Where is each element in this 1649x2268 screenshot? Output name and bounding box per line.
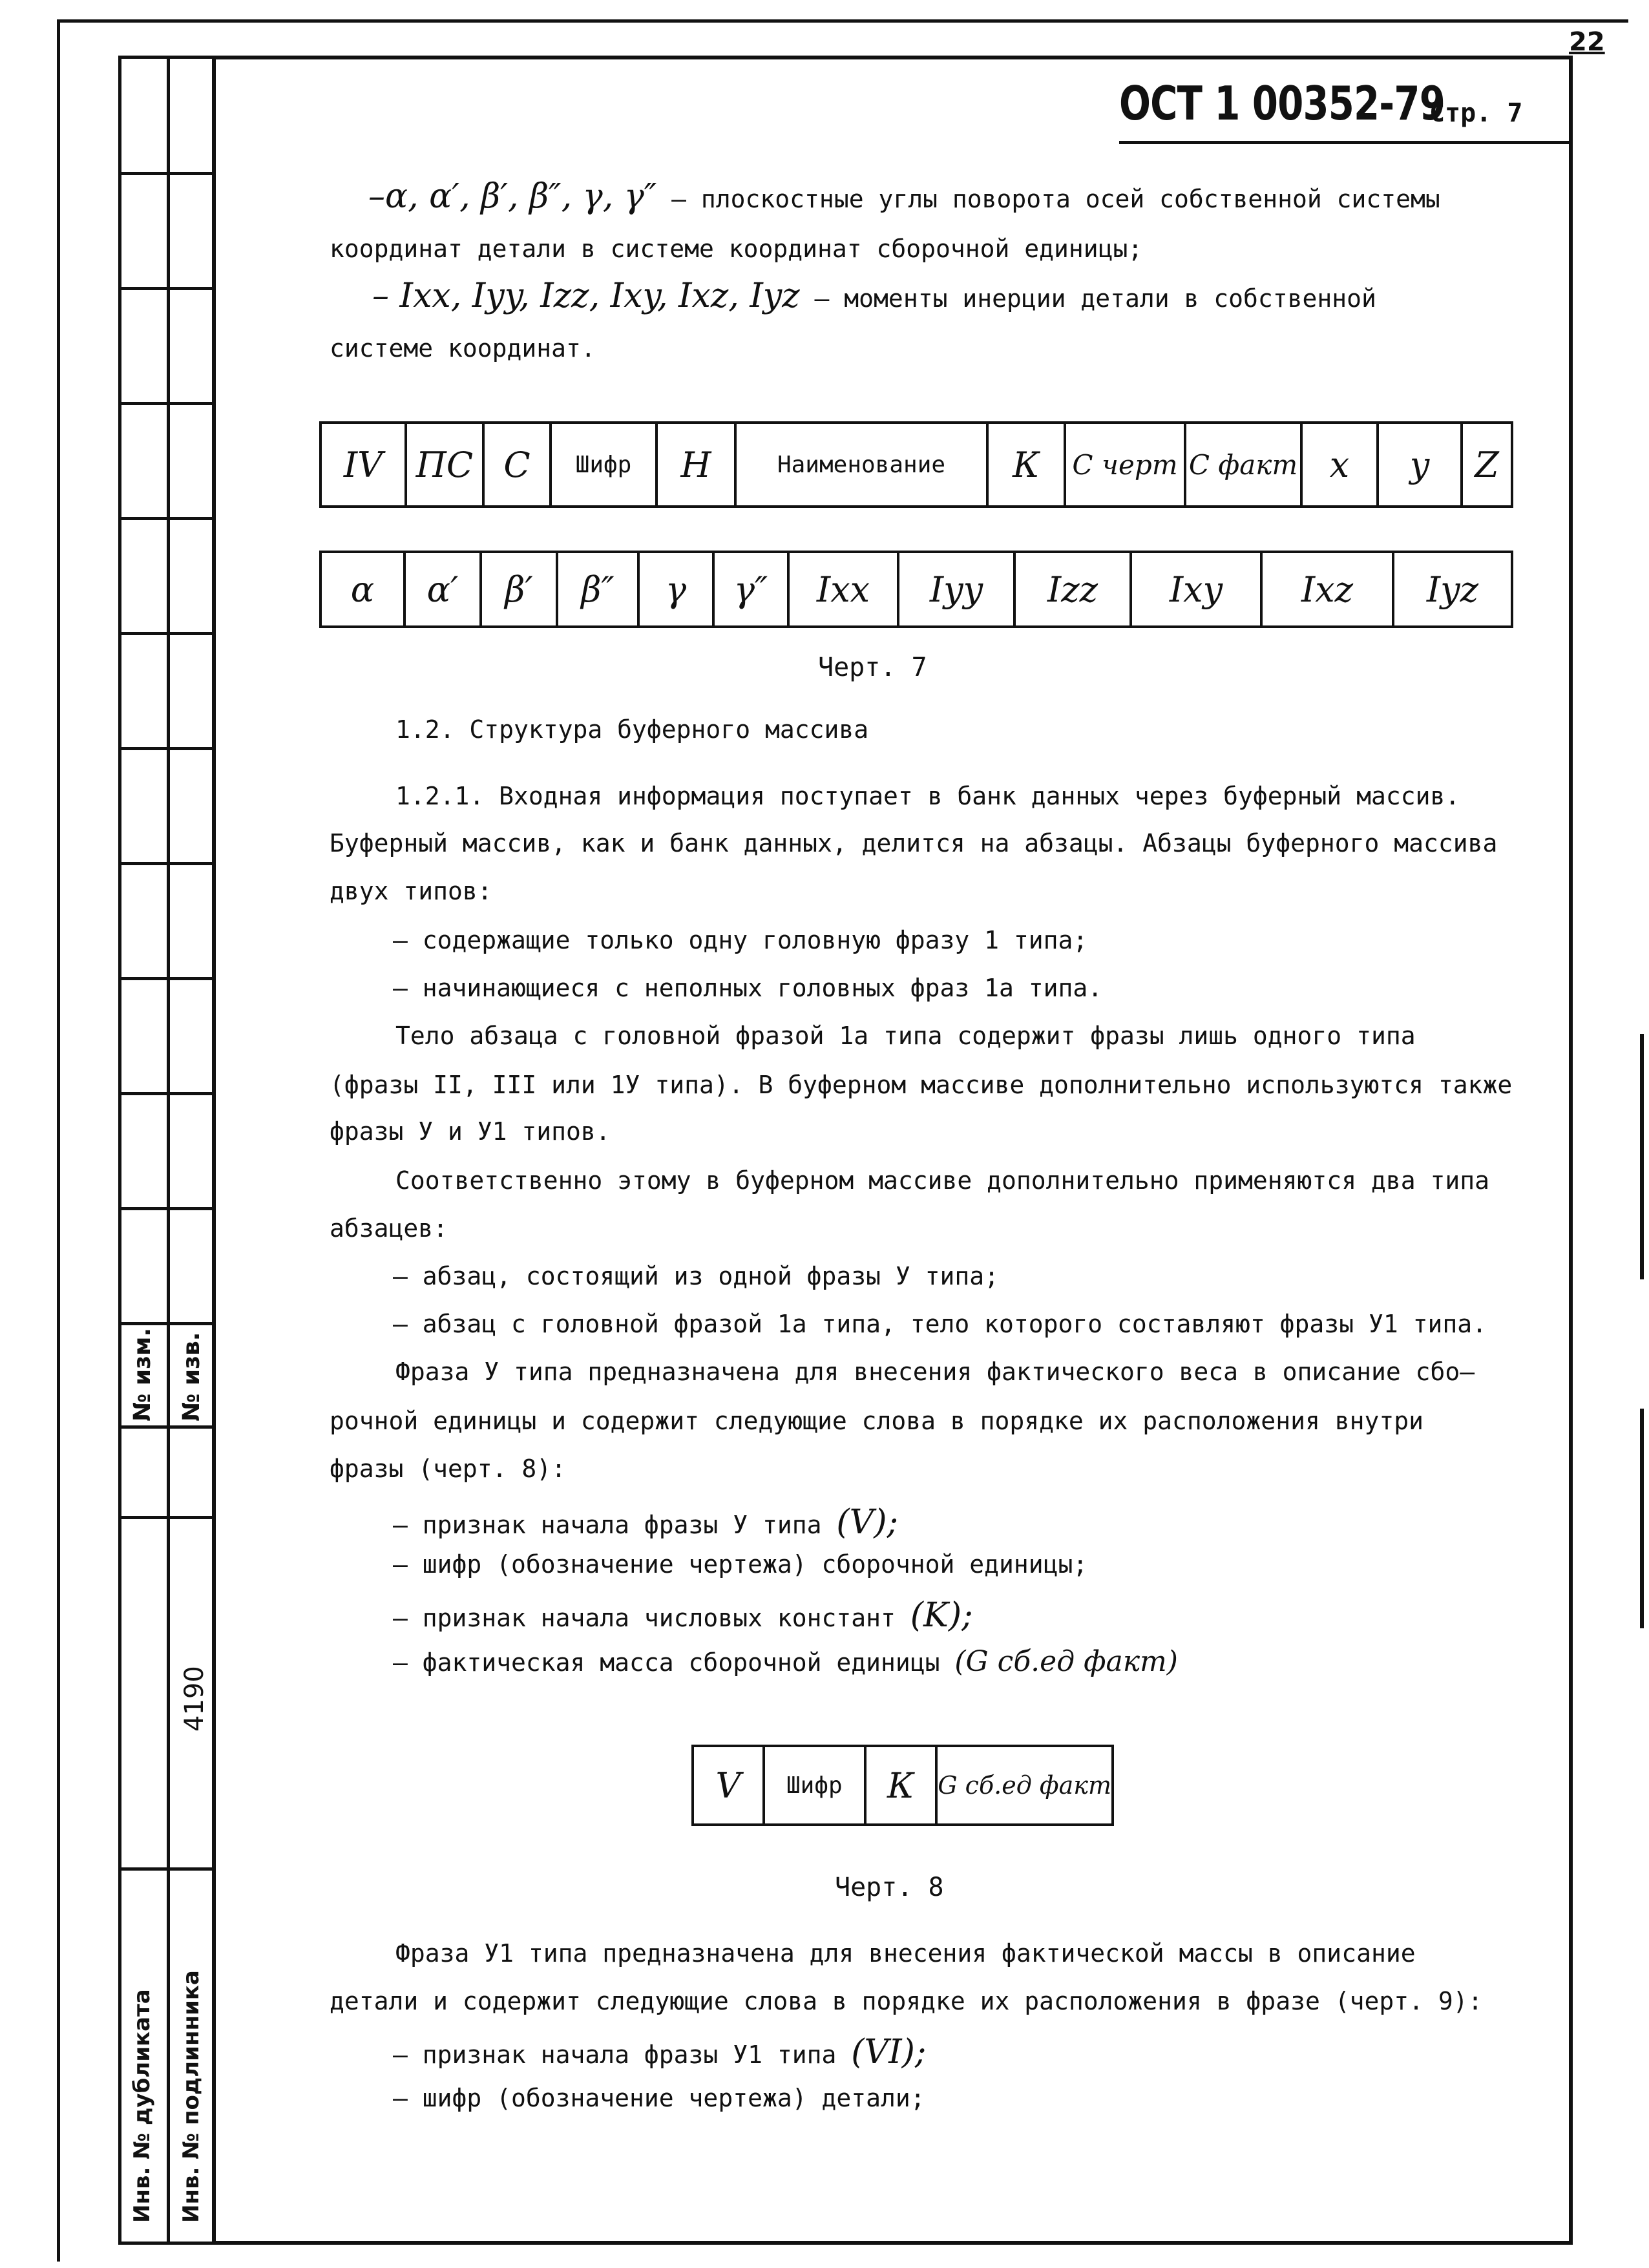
stamp-rule <box>118 1207 216 1210</box>
list8-item-sym: (G сб.ед факт) <box>954 1645 1178 1678</box>
moments-line-2: системе координат. <box>330 334 596 362</box>
t3-cell: G сб.ед факт <box>936 1746 1113 1825</box>
t1-cell: y <box>1378 423 1462 507</box>
t1-cell: ПС <box>406 423 483 507</box>
list8-item-text: – признак начала фразы У типа <box>393 1511 822 1539</box>
body-line: Буферный массив, как и банк данных, делится на абзацы. Абзацы буферного массива <box>330 829 1498 857</box>
body-line: фразы У и У1 типов. <box>330 1117 611 1146</box>
stamp-rule <box>118 1425 216 1429</box>
scan-edge-mark <box>1640 1409 1644 1628</box>
t1-cell: С факт <box>1185 423 1301 507</box>
t1-cell: Наименование <box>735 423 987 507</box>
stamp-rule <box>118 172 216 175</box>
t1-cell: IV <box>320 423 406 507</box>
stamp-rule <box>118 517 216 520</box>
stamp-rule <box>118 977 216 980</box>
list9-item <box>393 2033 927 2072</box>
t2-cell: Izz <box>1014 552 1131 627</box>
body-line: абзацев: <box>330 1214 448 1243</box>
t2-cell: Ixy <box>1131 552 1261 627</box>
moments-text: – моменты инерции детали в собственной <box>814 284 1376 313</box>
t1-cell: Z <box>1462 423 1512 507</box>
section-title: 1.2. Структура буферного массива <box>395 715 869 744</box>
t2-cell: Iyy <box>898 552 1014 627</box>
t1-cell: Н <box>656 423 735 507</box>
t2-cell: γ <box>638 552 713 627</box>
stamp-number: 4190 <box>180 1666 209 1732</box>
t3-cell: К <box>865 1746 937 1825</box>
body-line: 1.2.1. Входная информация поступает в банк данных через буферный массив. <box>395 782 1460 810</box>
stamp-rule <box>118 862 216 865</box>
list9-item: – шифр (обозначение чертежа) детали; <box>393 2084 925 2112</box>
body-line: (фразы II, III или 1У типа). В буферном массиве дополнительно используются также <box>330 1071 1513 1099</box>
list8-item-sym: (K); <box>910 1596 973 1635</box>
angles-text: – плоскостные углы поворота осей собственной системы <box>671 185 1440 213</box>
list9-item-text: – признак начала фразы У1 типа <box>393 2041 837 2069</box>
t1-cell: Шифр <box>551 423 656 507</box>
angles-line-2: координат детали в системе координат сборочной единицы; <box>330 235 1143 263</box>
phrase-table-3 <box>691 1745 1114 1826</box>
t2-cell: Iyz <box>1393 552 1512 627</box>
body-line: Фраза У типа предназначена для внесения фактического веса в описание сбо– <box>395 1358 1475 1386</box>
t3-cell: V <box>693 1746 764 1825</box>
caption-8: Черт. 8 <box>835 1873 944 1902</box>
body-line: – начинающиеся с неполных головных фраз 1а типа. <box>393 974 1103 1002</box>
stamp-rule <box>118 1516 216 1519</box>
stamp-column-right <box>167 56 216 2245</box>
stamp-rule <box>118 1867 216 1871</box>
document-header <box>1119 76 1571 144</box>
angles-line <box>368 177 1440 216</box>
stamp-rule <box>118 287 216 290</box>
t2-cell: Ixz <box>1261 552 1393 627</box>
phrase-table-1 <box>319 421 1513 508</box>
body-line: двух типов: <box>330 877 492 905</box>
tail-line: детали и содержит следующие слова в порядке их расположения в фразе (черт. 9): <box>330 1987 1483 2015</box>
stamp-izv: № изв. <box>178 1332 205 1422</box>
list8-item <box>393 1645 1178 1678</box>
page-number: 22 <box>1569 27 1605 57</box>
stamp-rule <box>118 402 216 405</box>
stamp-izm: № изм. <box>129 1327 156 1422</box>
body-line: Соответственно этому в буферном массиве дополнительно применяются два типа <box>395 1166 1489 1195</box>
body-line: рочной единицы и содержит следующие слова в порядке их расположения внутри <box>330 1407 1423 1435</box>
angles-symbols: –α, α′, β′, β″, γ, γ″ <box>368 177 657 216</box>
caption-7: Черт. 7 <box>818 653 927 682</box>
body-line: – содержащие только одну головную фразу 1 типа; <box>393 926 1088 954</box>
list8-item-sym: (V); <box>836 1503 899 1542</box>
stamp-dup: Инв. № дубликата <box>129 1989 155 2223</box>
stamp-rule <box>118 1322 216 1325</box>
t1-cell: С <box>483 423 551 507</box>
list8-item <box>393 1503 899 1542</box>
t1-cell: С черт <box>1065 423 1185 507</box>
stamp-rule <box>118 747 216 750</box>
t1-cell: x <box>1301 423 1378 507</box>
t2-cell: α′ <box>404 552 481 627</box>
t2-cell: γ″ <box>713 552 788 627</box>
doc-page-label: Стр. 7 <box>1429 98 1523 128</box>
body-line: Тело абзаца с головной фразой 1а типа содержит фразы лишь одного типа <box>395 1022 1416 1050</box>
t3-cell: Шифр <box>764 1746 865 1825</box>
list9-item-sym: (VI); <box>851 2033 927 2072</box>
t2-cell: β″ <box>557 552 638 627</box>
t2-cell: Ixx <box>788 552 898 627</box>
stamp-rule <box>118 632 216 635</box>
scan-edge-mark <box>1640 1034 1644 1279</box>
t1-cell: К <box>987 423 1065 507</box>
t2-cell: β′ <box>481 552 557 627</box>
body-line: фразы (черт. 8): <box>330 1454 567 1483</box>
stamp-rule <box>118 1092 216 1095</box>
list8-item-text: – фактическая масса сборочной единицы <box>393 1648 940 1677</box>
list8-item <box>393 1596 973 1635</box>
list8-item: – шифр (обозначение чертежа) сборочной единицы; <box>393 1550 1088 1579</box>
body-line: – абзац с головной фразой 1а типа, тело которого составляют фразы У1 типа. <box>393 1310 1487 1338</box>
body-line: – абзац, состоящий из одной фразы У типа; <box>393 1262 999 1290</box>
phrase-table-2 <box>319 551 1513 628</box>
moments-symbols: – Ixx, Iyy, Izz, Ixy, Ixz, Iyz <box>372 277 800 315</box>
page-frame-inner <box>212 56 1573 2245</box>
t2-cell: α <box>320 552 404 627</box>
tail-line: Фраза У1 типа предназначена для внесения фактической массы в описание <box>395 1939 1416 1968</box>
stamp-column-left <box>118 56 170 2245</box>
list8-item-text: – признак начала числовых констант <box>393 1604 896 1632</box>
doc-code: ОСТ 1 00352-79 <box>1119 76 1445 131</box>
moments-line <box>372 279 1376 313</box>
stamp-orig: Инв. № подлинника <box>178 1970 204 2223</box>
